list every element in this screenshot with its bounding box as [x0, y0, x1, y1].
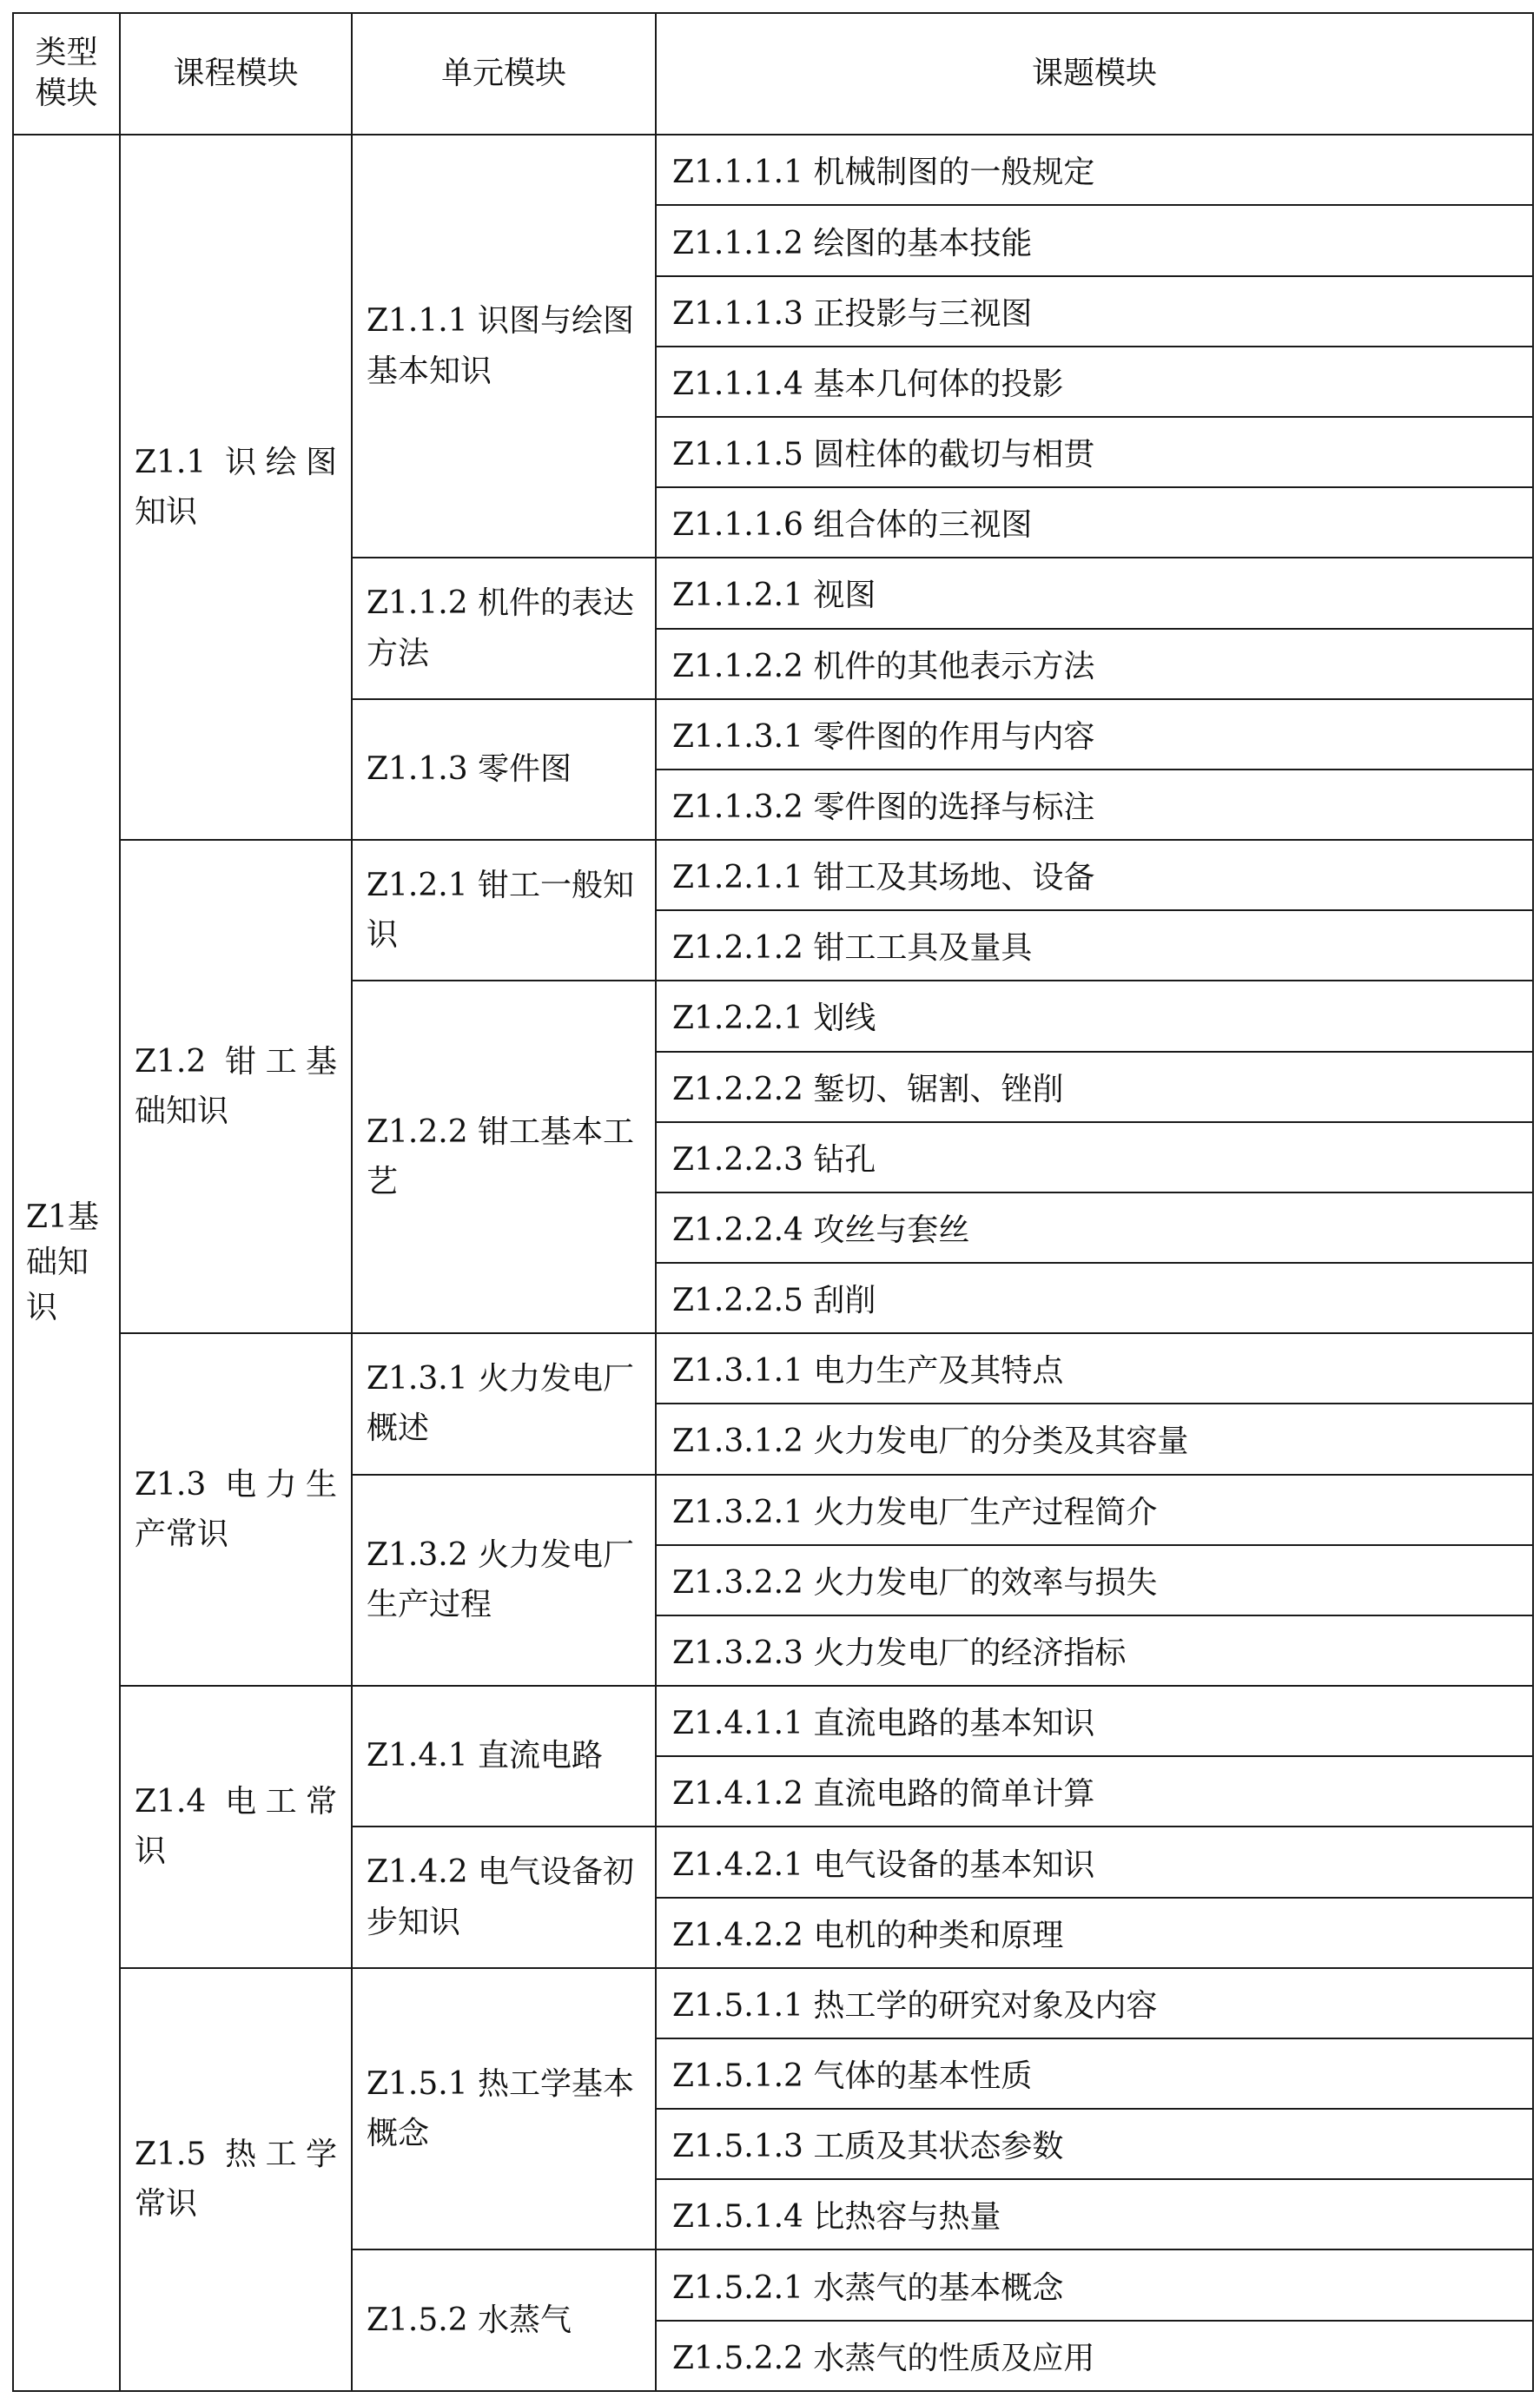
- unit-module-cell: Z1.3.2 火力发电厂生产过程: [352, 1475, 656, 1687]
- topic-module-cell: Z1.3.2.2 火力发电厂的效率与损失: [656, 1545, 1533, 1615]
- topic-module-cell: Z1.5.1.1 热工学的研究对象及内容: [656, 1968, 1533, 2038]
- topic-module-cell: Z1.4.2.2 电机的种类和原理: [656, 1898, 1533, 1968]
- course-module-cell: Z1.5 热工学常识: [120, 1968, 352, 2391]
- unit-module-cell: Z1.3.1 火力发电厂概述: [352, 1333, 656, 1474]
- course-module-cell: Z1.3 电力生产常识: [120, 1333, 352, 1686]
- topic-module-cell: Z1.1.3.1 零件图的作用与内容: [656, 699, 1533, 770]
- unit-module-cell: Z1.1.2 机件的表达方法: [352, 558, 656, 698]
- course-module-cell: Z1.4 电工常识: [120, 1686, 352, 1968]
- course-module-cell: Z1.2 钳工基础知识: [120, 840, 352, 1333]
- topic-module-cell: Z1.1.1.4 基本几何体的投影: [656, 347, 1533, 417]
- header-row: [13, 13, 1533, 135]
- topic-module-cell: Z1.5.1.3 工质及其状态参数: [656, 2109, 1533, 2179]
- header-unit-module: 单元模块: [352, 13, 656, 135]
- table-row: [13, 840, 1533, 910]
- topic-module-cell: Z1.2.2.2 錾切、锯割、锉削: [656, 1052, 1533, 1122]
- unit-module-cell: Z1.4.1 直流电路: [352, 1686, 656, 1827]
- topic-module-cell: Z1.3.1.1 电力生产及其特点: [656, 1333, 1533, 1404]
- topic-module-cell: Z1.4.1.2 直流电路的简单计算: [656, 1756, 1533, 1827]
- topic-module-cell: Z1.3.2.3 火力发电厂的经济指标: [656, 1615, 1533, 1686]
- topic-module-cell: Z1.1.1.6 组合体的三视图: [656, 487, 1533, 558]
- topic-module-cell: Z1.2.1.2 钳工工具及量具: [656, 910, 1533, 981]
- unit-module-cell: Z1.5.2 水蒸气: [352, 2249, 656, 2391]
- topic-module-cell: Z1.2.1.1 钳工及其场地、设备: [656, 840, 1533, 910]
- unit-module-cell: Z1.5.1 热工学基本概念: [352, 1968, 656, 2250]
- topic-module-cell: Z1.3.1.2 火力发电厂的分类及其容量: [656, 1404, 1533, 1474]
- curriculum-table: [12, 12, 1534, 2392]
- topic-module-cell: Z1.2.2.1 划线: [656, 981, 1533, 1051]
- header-topic-module: 课题模块: [656, 13, 1533, 135]
- topic-module-cell: Z1.3.2.1 火力发电厂生产过程简介: [656, 1475, 1533, 1545]
- topic-module-cell: Z1.5.2.1 水蒸气的基本概念: [656, 2249, 1533, 2320]
- topic-module-cell: Z1.1.1.5 圆柱体的截切与相贯: [656, 417, 1533, 487]
- unit-module-cell: Z1.2.2 钳工基本工艺: [352, 981, 656, 1333]
- topic-module-cell: Z1.2.2.5 刮削: [656, 1263, 1533, 1333]
- topic-module-cell: Z1.2.2.4 攻丝与套丝: [656, 1192, 1533, 1263]
- table-row: [13, 1333, 1533, 1404]
- curriculum-table-body: [13, 13, 1533, 2391]
- topic-module-cell: Z1.5.1.2 气体的基本性质: [656, 2038, 1533, 2109]
- topic-module-cell: Z1.1.1.2 绘图的基本技能: [656, 205, 1533, 275]
- unit-module-cell: Z1.2.1 钳工一般知识: [352, 840, 656, 981]
- type-module-cell: Z1基础知识: [13, 135, 120, 2391]
- header-course-module: 课程模块: [120, 13, 352, 135]
- topic-module-cell: Z1.2.2.3 钻孔: [656, 1122, 1533, 1192]
- topic-module-cell: Z1.1.1.3 正投影与三视图: [656, 276, 1533, 347]
- topic-module-cell: Z1.1.1.1 机械制图的一般规定: [656, 135, 1533, 205]
- topic-module-cell: Z1.4.1.1 直流电路的基本知识: [656, 1686, 1533, 1756]
- unit-module-cell: Z1.4.2 电气设备初步知识: [352, 1827, 656, 1967]
- table-row: [13, 135, 1533, 205]
- topic-module-cell: Z1.5.2.2 水蒸气的性质及应用: [656, 2321, 1533, 2391]
- course-module-cell: Z1.1 识绘图知识: [120, 135, 352, 840]
- table-row: [13, 1686, 1533, 1756]
- topic-module-cell: Z1.5.1.4 比热容与热量: [656, 2179, 1533, 2249]
- topic-module-cell: Z1.1.3.2 零件图的选择与标注: [656, 770, 1533, 840]
- topic-module-cell: Z1.1.2.1 视图: [656, 558, 1533, 628]
- topic-module-cell: Z1.1.2.2 机件的其他表示方法: [656, 629, 1533, 699]
- unit-module-cell: Z1.1.1 识图与绘图基本知识: [352, 135, 656, 558]
- topic-module-cell: Z1.4.2.1 电气设备的基本知识: [656, 1827, 1533, 1897]
- header-type-module: 类型模块: [13, 13, 120, 135]
- unit-module-cell: Z1.1.3 零件图: [352, 699, 656, 840]
- table-row: [13, 1968, 1533, 2038]
